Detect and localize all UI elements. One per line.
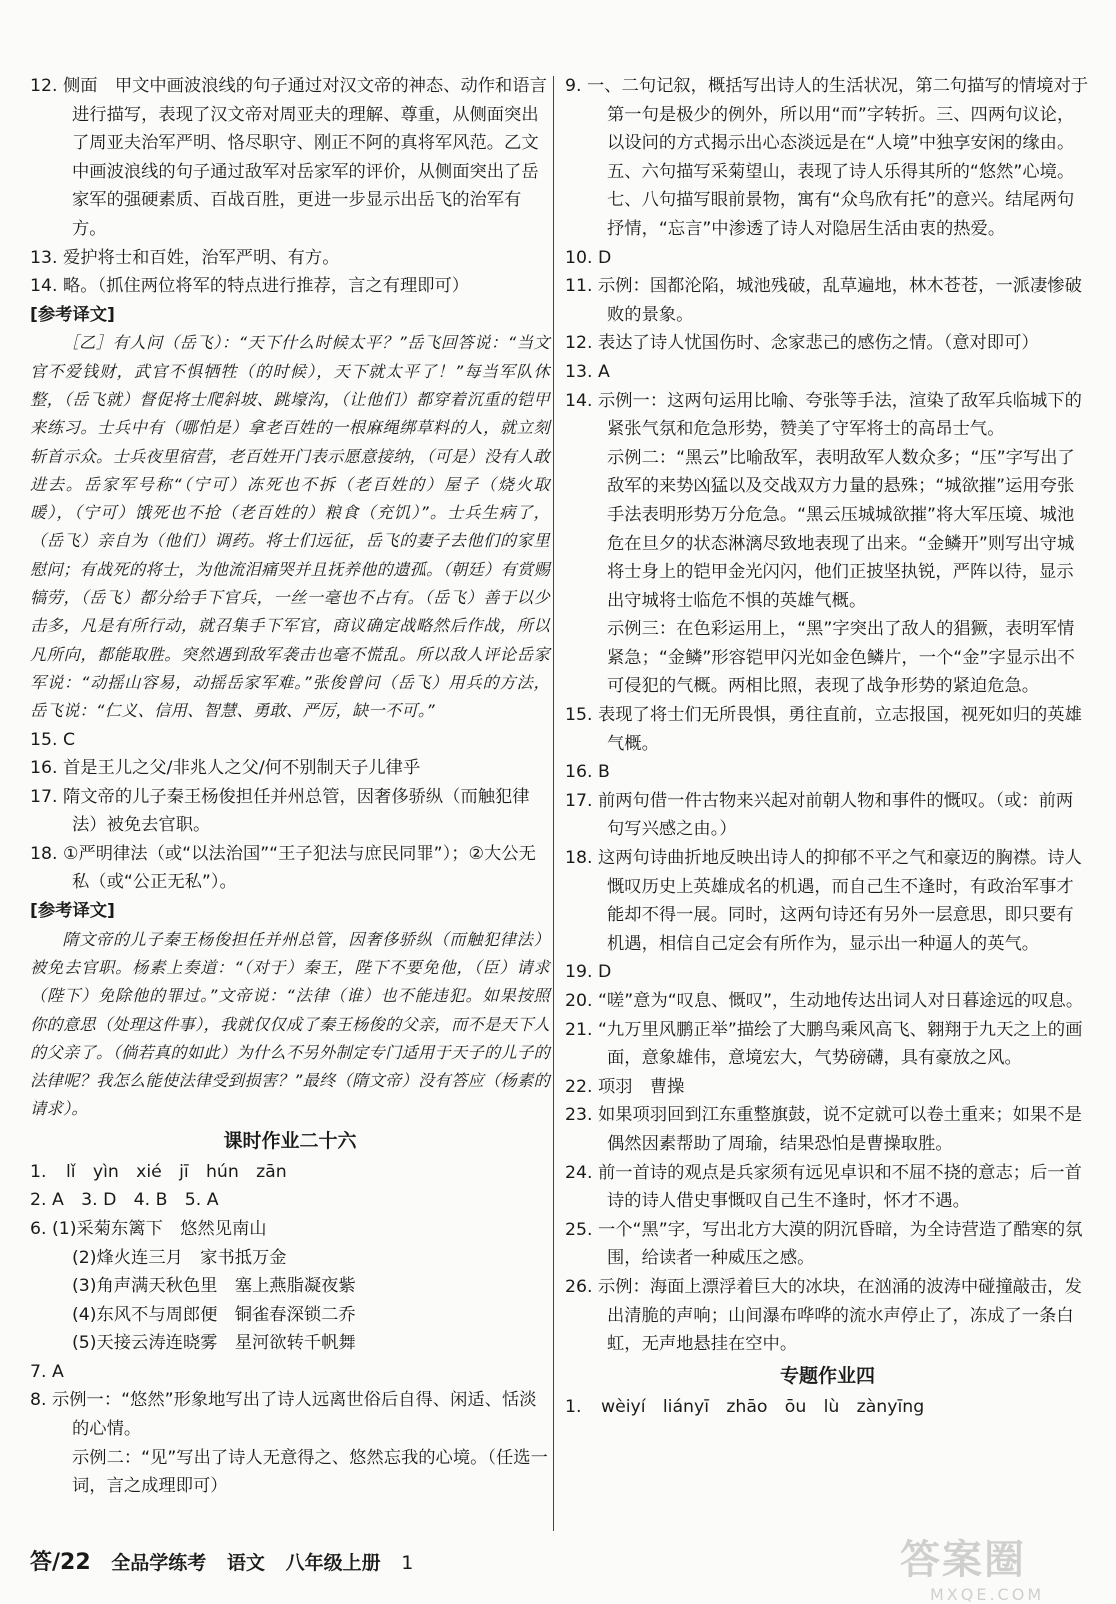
answer-10: 10. D bbox=[565, 247, 612, 268]
page-footer bbox=[30, 1545, 427, 1576]
answer-25: 25. 一个“黑”字，写出北方大漠的阴沉昏暗，为全诗营造了酷寒的氛围，给读者一种威压之感。 bbox=[565, 1219, 1083, 1269]
answer-14-example-3: 示例三：在色彩运用上，“黑”字突出了敌人的猖獗，表明军情紧急；“金鳞”形容铠甲闪光如金色鳞片，一个“金”字显示出不可侵犯的气概。两相比照，表现了战争形势的紧迫危急。 bbox=[607, 619, 1075, 697]
answer-9: 9. 一、二句记叙，概括写出诗人的生活状况，第二句描写的情境对于第一句是极少的例外，所以用“而”字转折。三、四两句议论，以设问的方式揭示出心态淡远是在“人境”中独享安闲的缘由。五、六句描写采菊望山，表现了诗人乐得其所的“悠然”心境。七、八句描写眼前景物，寓有“众鸟欣有托”的意兴。结尾两句抒情，“忘言”中渗透了诗人对隐居生活由衷的热爱。 bbox=[565, 76, 1089, 239]
answer-19: 19. D bbox=[565, 962, 612, 983]
section-title: 课时作业二十六 bbox=[223, 1129, 357, 1152]
answer-15: 15. 表现了将士们无所畏惧，勇往直前，立志报国，视死如归的英雄气概。 bbox=[565, 705, 1082, 754]
answer-21: 21. “九万里风鹏正举”描绘了大鹏鸟乘风高飞、翱翔于九天之上的画面，意象雄伟，意境宏大，气势磅礴，具有豪放之风。 bbox=[565, 1019, 1083, 1069]
section-title: 专题作业四 bbox=[779, 1364, 875, 1387]
answer-20: 20. “嗟”意为“叹息、慨叹”，生动地传达出词人对日暮途远的叹息。 bbox=[565, 991, 1084, 1011]
answer-12: 12. 侧面 甲文中画波浪线的句子通过对汉文帝的神态、动作和语言进行描写，表现了汉文帝对周亚夫的理解、尊重，从侧面突出了周亚夫治军严明、恪尽职守、刚正不阿的真将军风范。乙文中画波浪线的句子通过敌军对岳家军的评价，从侧面突出了岳家军的强硬素质、百战百胜，更进一步显示出岳飞的治军有方。 bbox=[30, 76, 547, 239]
reference-translation-text: ［乙］有人问（岳飞）：“天下什么时候太平？”岳飞回答说：“当文官不爱钱财，武官不惧牺牲（的时候），天下就太平了！”每当军队休整，（岳飞就）督促将士爬斜坡、跳壕沟，（让他们）都穿着沉重的铠甲来练习。士兵中有（哪怕是）拿老百姓的一根麻绳绑草料的人，就立刻斩首示众。士兵夜里宿营，老百姓开门表示愿意接纳，（可是）没有人敢进去。岳家军号称“（宁可）冻死也不拆（老百姓的）屋子（烧火取暖），（宁可）饿死也不抢（老百姓的）粮食（充饥）”。士兵生病了，（岳飞）亲自为（他们）调药。将士们远征，岳飞的妻子去他们的家里慰问；有战死的将士，为他流泪痛哭并且抚养他的遗孤。（朝廷）有赏赐犒劳，（岳飞）都分给手下官兵，一丝一毫也不占有。（岳飞）善于以少击多，凡是有所行动，就召集手下军官，商议确定战略然后作战，所以凡所向，都能取胜。突然遇到敌军袭击也毫不慌乱。所以敌人评论岳家军说：“动摇山容易，动摇岳家军难。”张俊曾问（岳飞）用兵的方法，岳飞说：“仁义、信用、智慧、勇敢、严厉，缺一不可。” bbox=[30, 333, 550, 721]
answer-12: 12. 表达了诗人忧国伤时、念家悲己的感伤之情。（意对即可） bbox=[565, 333, 1039, 354]
right-column bbox=[565, 72, 1090, 1421]
answer-14-example-2: 示例二：“黑云”比喻敌军，表明敌军人数众多；“压”字写出了敌军的来势凶猛以及交战双方力量的悬殊；“城欲摧”运用夸张手法表明形势万分危急。“黑云压城城欲摧”将大军压境、城池危在旦夕的状态淋漓尽致地表现了出来。“金鳞开”则写出守城将士身上的铠甲金光闪闪，他们正披坚执锐，严阵以待，显示出守城将士临危不惧的英雄气概。 bbox=[607, 447, 1075, 611]
page-number: 答/22 bbox=[30, 1550, 91, 1575]
answer-24: 24. 前一首诗的观点是兵家须有远见卓识和不屈不挠的意志；后一首诗的诗人借史事慨叹自己生不逢时，怀才不遇。 bbox=[565, 1162, 1082, 1212]
answer-22: 22. 项羽 曹操 bbox=[565, 1076, 685, 1097]
book-brand: 全品学练考 bbox=[111, 1552, 207, 1574]
answer-8: 8. 示例一：“悠然”形象地写出了诗人远离世俗后自得、闲适、恬淡的心情。 bbox=[30, 1390, 537, 1440]
answer-26: 26. 示例：海面上漂浮着巨大的冰块，在汹涌的波涛中碰撞敲击，发出清脆的声响；山间瀑布哗哗的流水声停止了，冻成了一条白虹，无声地悬挂在空中。 bbox=[565, 1276, 1082, 1355]
answer-6-line: (4)东风不与周郎便 铜雀春深锁二乔 bbox=[72, 1304, 356, 1325]
answer-8-example-2: 示例二：“见”写出了诗人无意得之、悠然忘我的心境。（任选一词，言之成理即可） bbox=[72, 1447, 548, 1497]
volume-label: 1 bbox=[401, 1552, 414, 1574]
answer-6-line: (2)烽火连三月 家书抵万金 bbox=[72, 1247, 287, 1268]
reference-translation-heading: [参考译文] bbox=[30, 304, 115, 325]
answer-13: 13. A bbox=[565, 361, 610, 382]
left-column bbox=[30, 72, 550, 1501]
answer-1-pinyin: 1. wèiyí liányī zhāo ōu lù zànyīng bbox=[565, 1396, 925, 1417]
answer-6-line: (5)天接云涛连晓雾 星河欲转千帆舞 bbox=[72, 1333, 356, 1354]
answer-6-line: (3)角声满天秋色里 塞上燕脂凝夜紫 bbox=[72, 1276, 356, 1297]
answer-6: 6. (1)采菊东篱下 悠然见南山 bbox=[30, 1218, 267, 1239]
grade-label: 八年级上册 bbox=[285, 1552, 381, 1574]
answer-13: 13. 爱护将士和百姓，治军严明、有方。 bbox=[30, 247, 340, 268]
answer-17: 17. 隋文帝的儿子秦王杨俊担任并州总管，因奢侈骄纵（而触犯律法）被免去官职。 bbox=[30, 786, 530, 836]
answer-23: 23. 如果项羽回到江东重整旗鼓，说不定就可以卷土重来；如果不是偶然因素帮助了周瑜，结果恐怕是曹操取胜。 bbox=[565, 1105, 1082, 1154]
answer-2-5: 2. A 3. D 4. B 5. A bbox=[30, 1190, 219, 1211]
answer-16: 16. B bbox=[565, 762, 610, 783]
answer-18: 18. ①严明律法（或“以法治国”“王子犯法与庶民同罪”）；②大公无私（或“公正无私”）。 bbox=[30, 843, 536, 893]
watermark-site: MXQE.COM bbox=[930, 1585, 1045, 1604]
reference-translation-heading: [参考译文] bbox=[30, 901, 115, 922]
answer-18: 18. 这两句诗曲折地反映出诗人的抑郁不平之气和豪迈的胸襟。诗人慨叹历史上英雄成名的机遇，而自己生不逢时，有政治军事才能却不得一展。同时，这两句诗还有另外一层意思，即只要有机遇，相信自己定会有所作为，显示出一种逼人的英气。 bbox=[565, 848, 1082, 954]
answer-17: 17. 前两句借一件古物来兴起对前朝人物和事件的慨叹。（或：前两句写兴感之由。） bbox=[565, 790, 1074, 840]
watermark-logo bbox=[900, 1528, 1100, 1604]
subject-label: 语文 bbox=[226, 1552, 265, 1574]
answer-14: 14. 示例一：这两句运用比喻、夸张等手法，渲染了敌军兵临城下的紧张气氛和危急形势，赞美了守军将士的高昂士气。 bbox=[565, 390, 1082, 440]
reference-translation-text: 隋文帝的儿子秦王杨俊担任并州总管，因奢侈骄纵（而触犯律法）被免去官职。杨素上奏道：“（对于）秦王，陛下不要免他，（臣）请求（陛下）免除他的罪过。”文帝说：“法律（谁）也不能违犯。如果按照你的意思（处理这件事），我就仅仅成了秦王杨俊的父亲，而不是天下人的父亲了。（倘若真的如此）为什么不另外制定专门适用于天子的儿子的法律呢？我怎么能使法律受到损害？”最终（隋文帝）没有答应（杨素的请求）。 bbox=[30, 929, 550, 1119]
answer-15: 15. C bbox=[30, 729, 76, 750]
answer-14: 14. 略。（抓住两位将军的特点进行推荐，言之有理即可） bbox=[30, 276, 470, 297]
watermark-text: 答案圈 bbox=[900, 1537, 1026, 1583]
answer-11: 11. 示例：国都沦陷，城池残破，乱草遍地，林木苍苍，一派凄惨破败的景象。 bbox=[565, 276, 1082, 325]
answer-7: 7. A bbox=[30, 1361, 64, 1382]
answer-16: 16. 首是王儿之父/非兆人之父/何不别制天子儿律乎 bbox=[30, 758, 421, 779]
answer-1-pinyin: 1. lǐ yìn xié jī hún zān bbox=[30, 1161, 287, 1182]
column-divider bbox=[553, 76, 554, 1531]
